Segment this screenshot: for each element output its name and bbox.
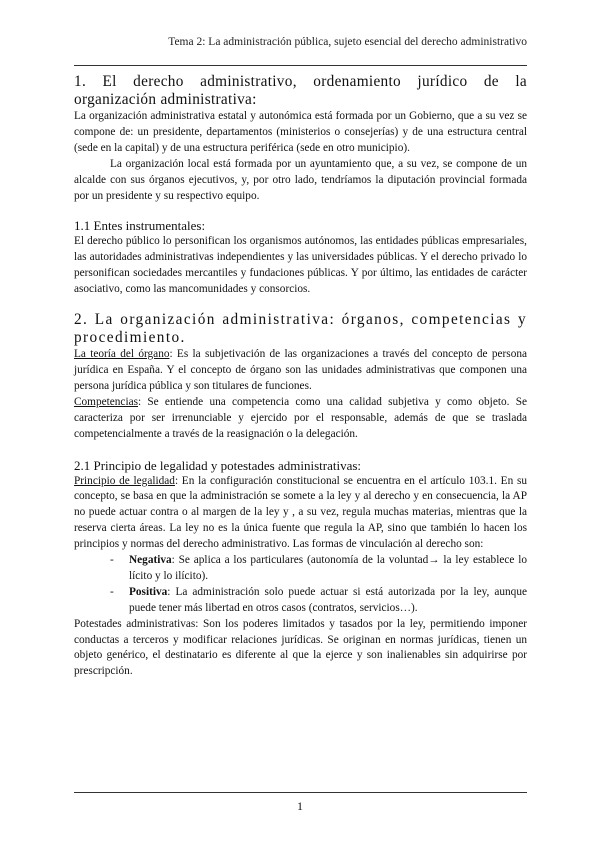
legalidad-term: Principio de legalidad <box>74 474 175 487</box>
vinculacion-list <box>74 553 527 617</box>
section-1-paragraph-2: La organización local está formada por un ayuntamiento que, a su vez, se compone de un alcalde con sus órganos ejecutivos, y, por otro lado, tendríamos la diputación provincial formada por un presidente y su respectivo equipo. <box>74 157 527 202</box>
section-1-1-paragraph: El derecho público lo personifican los organismos autónomos, las entidades públicas empresariales, las autoridades administrativas independientes y las universidades públicas. Y el derecho privado lo personifican sociedades mercantiles y fundaciones públicas. Y por último, las entidades de carácter asociativo, como las mancomunidades y consorcios. <box>74 235 527 296</box>
legalidad-definition: : En la configuración constitucional se encuentra en el artículo 103.1. En su concepto, se basa en que la administración se somete a la ley y al derecho y en consecuencia, la AP no puede actuar contra o al margen de la ley y , a su vez, regula muchas materias, mientras que la reserva cierta áreas. La ley no es la única fuente que regula la AP, sino que también lo hacen los principios y normas del derecho administrativo. Las formas de vinculación al derecho son: <box>74 474 527 551</box>
competencias-definition: : Se entiende una competencia como una calidad subjetiva y como objeto. Se caracteriza por ser irrenunciable y ejercido por el responsable, además de que se traslada competencialmente a través de la reasignación o la delegación. <box>74 395 527 440</box>
running-header: Tema 2: La administración pública, sujeto esencial del derecho administrativo <box>168 36 527 48</box>
list-item <box>110 585 527 617</box>
legalidad-paragraph <box>74 474 527 554</box>
competencias-term: Competencias <box>74 395 138 408</box>
footer-divider <box>74 792 527 793</box>
section-1-paragraph-1: La organización administrativa estatal y autonómica está formada por un Gobierno, que a su vez se compone de: un presidente, departamentos (ministerios o consejerías) y de una estructura central (sede en la capital) y de una estructura periférica (sede en otro municipio). <box>74 110 527 154</box>
potestades-paragraph: Potestades administrativas: Son los poderes limitados y tasados por la ley, permitiendo imponer conductas a terceros y modificar relaciones jurídicas. Se originan en normas jurídicas, tienen un objeto genérico, el destinatario es diferente al que la ejerce y son inalienables sin adquirirse por prescripción. <box>74 617 527 678</box>
list-item-text: : La administración solo puede actuar si está autorizada por la ley, aunque puede tener más libertad en otros casos (contratos, servicios…). <box>129 585 527 614</box>
header-divider <box>74 65 527 66</box>
section-2-1-heading: 2.1 Principio de legalidad y potestades administrativas: <box>74 457 362 473</box>
organo-term: La teoría del órgano <box>74 348 170 361</box>
list-item-term: Positiva <box>129 585 168 598</box>
list-dash: - <box>110 585 114 598</box>
list-dash: - <box>110 554 114 567</box>
organo-paragraph <box>74 347 527 395</box>
list-item-term: Negativa <box>129 554 172 567</box>
section-2-heading: 2. La organización administrativa: órganos, competencias y procedimiento. <box>74 311 527 347</box>
competencias-paragraph <box>74 395 527 443</box>
list-item <box>110 553 527 585</box>
page-body <box>74 70 527 680</box>
organo-definition: : Es la subjetivación de las organizaciones a través del concepto de persona jurídica en España. Y el concepto de órgano son las unidades administrativas que componen una persona jurídica pública y son titulares de funciones. <box>74 348 528 392</box>
list-item-text: : Se aplica a los particulares (autonomía de la voluntad→ la ley establece lo lícito y lo ilícito). <box>129 554 527 582</box>
section-1-1-heading: 1.1 Entes instrumentales: <box>74 218 206 234</box>
page-number: 1 <box>297 799 303 813</box>
section-1-heading: 1. El derecho administrativo, ordenamiento jurídico de la organización administrativa: <box>74 73 527 108</box>
